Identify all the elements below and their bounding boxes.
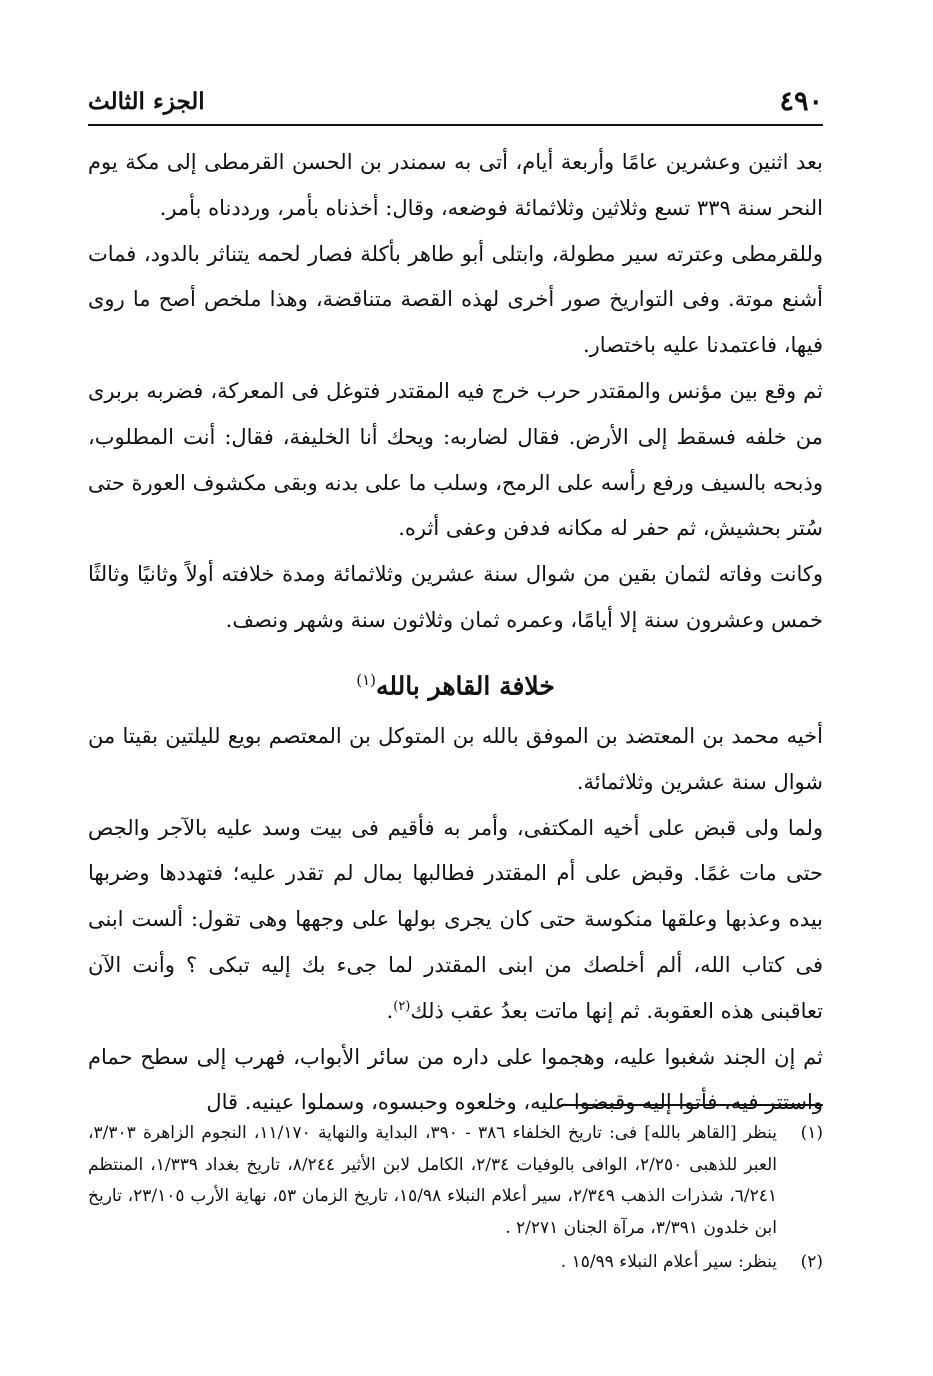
footnote xyxy=(88,1247,823,1279)
footnote-text: ينظر [القاهر بالله] فى: تاريخ الخلفاء ٣٨٦ - ٣٩٠، البداية والنهاية ١١/١٧٠، النجوم الزاهرة ٣/٣٠٣، العبر للذهبى ٢/٢٥٠، الوافى بالوفيات ٢/٣٤، الكامل لابن الأثير ٨/٢٤٤، تاريخ بغداد ١/٣٣٩، المنتظم ٦/٢٤١، شذرات الذهب ٢/٣٤٩، سير أعلام النبلاء ١٥/٩٨، تاريخ الزمان ٥٣، نهاية الأرب ٢٣/١٠٥، تاريخ ابن خلدون ٣/٣٩١، مرآة الجنان ٢/٢٧١ . xyxy=(88,1123,777,1238)
paragraph: أخيه محمد بن المعتضد بن الموفق بالله بن المتوكل بن المعتصم بويع لليلتين بقيتا من شوال سنة عشرين وثلاثمائة. xyxy=(88,724,823,794)
footnote-divider xyxy=(561,1104,823,1106)
footnote-reference: (١) xyxy=(356,670,376,689)
footnote-reference: (٢) xyxy=(393,998,411,1014)
footnotes xyxy=(88,1118,823,1282)
paragraph-end-mark: . xyxy=(386,998,394,1023)
page-number: ٤٩٠ xyxy=(779,86,823,117)
paragraph: بعد اثنين وعشرين عامًا وأربعة أيام، أتى به سمندر بن الحسن القرمطى إلى مكة يوم النحر سنة ٣٣٩ تسع وثلاثين وثلاثمائة فوضعه، وقال: أخذناه بأمر، ورددناه بأمر. xyxy=(88,150,823,220)
footnote-number: (٢) xyxy=(800,1252,823,1272)
running-header xyxy=(88,78,823,126)
section-heading-text: خلافة القاهر بالله xyxy=(375,671,555,701)
paragraph: وكانت وفاته لثمان بقين من شوال سنة عشرين وثلاثمائة ومدة خلافته أولاً وثانيًا وثالثًا خمس وعشرون سنة إلا أيامًا، وعمره ثمان وثلاثون سنة وشهر ونصف. xyxy=(88,562,823,632)
footnote-text: ينظر: سير أعلام النبلاء ١٥/٩٩ . xyxy=(560,1252,777,1272)
section-heading xyxy=(88,660,823,706)
paragraph-text: ولما ولى قبض على أخيه المكتفى، وأمر به فأقيم فى بيت وسد عليه بالآجر والجص حتى مات غمًا. وقبض على أم المقتدر فطالبها بمال لم تقدر عليه؛ فتهددها وضربها بيده وعذبها وعلقها منكوسة حتى كان يجرى بولها على وجهها وهى تقول: ألست ابنى فى كتاب الله، ألم أخلصك من ابنى المقتدر لما جىء بك إليه تبكى ؟ وأنت الآن تعاقبنى هذه العقوبة. ثم إنها ماتت بعدُ عقب ذلك xyxy=(88,815,823,1023)
book-page xyxy=(88,78,823,1338)
paragraph: وللقرمطى وعترته سير مطولة، وابتلى أبو طاهر بأكلة فصار لحمه يتناثر بالدود، فمات أشنع موتة. وفى التواريخ صور أخرى لهذه القصة متناقضة، وهذا ملخص أصح ما روى فيها، فاعتمدنا عليه باختصار. xyxy=(88,241,823,358)
running-title: الجزء الثالث xyxy=(88,88,205,115)
paragraph: ثم إن الجند شغبوا عليه، وهجموا على داره من سائر الأبواب، فهرب إلى سطح حمام واستتر فيه، فأتوا إليه وقبضوا عليه، وخلعوه وحبسوه، وسملوا عينيه. قال xyxy=(88,1044,823,1115)
paragraph-with-note xyxy=(88,806,823,1035)
footnote-number: (١) xyxy=(800,1123,823,1143)
main-text xyxy=(88,140,823,1126)
paragraph: ثم وقع بين مؤنس والمقتدر حرب خرج فيه المقتدر فتوغل فى المعركة، فضربه بربرى من خلفه فسقط إلى الأرض. فقال لضاربه: ويحك أنا الخليفة، فقال: أنت المطلوب، وذبحه بالسيف ورفع رأسه على الرمح، وسلب ما على بدنه وبقى مكشوف العورة حتى سُتر بحشيش، ثم حفر له مكانه فدفن وعفى أثره. xyxy=(88,378,823,541)
footnote xyxy=(88,1118,823,1244)
